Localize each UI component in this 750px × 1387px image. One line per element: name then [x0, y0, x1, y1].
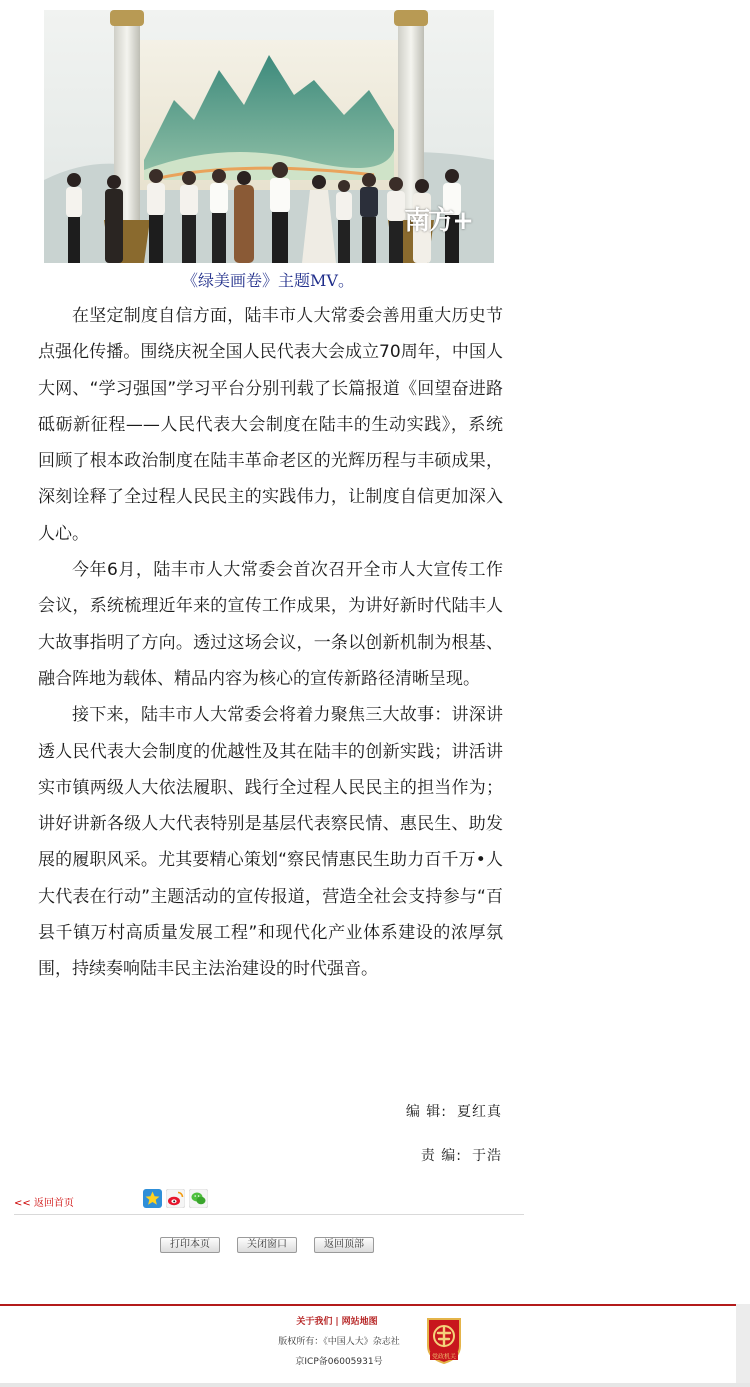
- back-home-link[interactable]: << 返回首页: [14, 1198, 74, 1209]
- article-paragraph: 在坚定制度自信方面，陆丰市人大常委会善用重大历史节点强化传播。围绕庆祝全国人民代表大会成立70周年，中国人大网、“学习强国”学习平台分别刊载了长篇报道《回望奋进路 砥砺新征程——人民代表大会制度在陆丰的生动实践》，系统回顾了根本政治制度在陆丰革命老区的光辉历程与丰硕成果，深刻诠释了全过程人民民主的实践伟力，让制度自信更加深入人心。: [38, 306, 503, 544]
- qzone-share-icon[interactable]: [143, 1189, 162, 1208]
- toolbar-divider: [14, 1214, 524, 1215]
- chief-editor-label: 责 编:: [420, 1148, 462, 1164]
- footer-copyright: 版权所有：《中国人大》杂志社: [278, 1337, 400, 1347]
- wechat-share-icon[interactable]: [189, 1189, 208, 1208]
- footer-side-strip: [736, 1304, 750, 1387]
- footer-link-separator: |: [335, 1317, 339, 1327]
- chief-editor-name: 于浩: [472, 1148, 502, 1164]
- footer-bottom-strip: [0, 1383, 750, 1387]
- footer-divider: [0, 1304, 736, 1306]
- back-to-top-button[interactable]: 返回顶部: [314, 1237, 374, 1253]
- editor-credit: [406, 1101, 502, 1121]
- footer-icp: 京ICP备06005931号: [295, 1357, 383, 1367]
- image-watermark: 南方+: [404, 206, 472, 236]
- image-caption: 《绿美画卷》主题MV。: [182, 271, 354, 290]
- editor-label: 编 辑:: [405, 1104, 447, 1120]
- editor-name: 夏红真: [457, 1104, 502, 1120]
- chief-editor-credit: [421, 1145, 502, 1165]
- sitemap-link[interactable]: 网站地图: [341, 1317, 378, 1327]
- about-us-link[interactable]: 关于我们: [296, 1317, 333, 1327]
- badge-text: 党政机关: [431, 1353, 457, 1361]
- article-body: [38, 298, 503, 988]
- footer-links: [0, 1314, 674, 1327]
- government-badge-icon[interactable]: [425, 1316, 463, 1368]
- close-window-button[interactable]: 关闭窗口: [237, 1237, 297, 1253]
- weibo-share-icon[interactable]: [166, 1189, 185, 1208]
- print-page-button[interactable]: 打印本页: [160, 1237, 220, 1253]
- article-paragraph: 今年6月，陆丰市人大常委会首次召开全市人大宣传工作会议，系统梳理近年来的宣传工作成果，为讲好新时代陆丰人大故事指明了方向。透过这场会议，一条以创新机制为根基、融合阵地为载体、精品内容为核心的宣传新路径清晰呈现。: [38, 560, 503, 689]
- article-image: [44, 10, 494, 263]
- article-paragraph: 接下来，陆丰市人大常委会将着力聚焦三大故事：讲深讲透人民代表大会制度的优越性及其在陆丰的创新实践；讲活讲实市镇两级人大依法履职、践行全过程人民民主的担当作为；讲好讲新各级人大代表特别是基层代表察民情、惠民生、助发展的履职风采。尤其要精心策划“察民情惠民生助力百千万•人大代表在行动”主题活动的宣传报道，营造全社会支持参与“百县千镇万村高质量发展工程”和现代化产业体系建设的浓厚氛围，持续奏响陆丰民主法治建设的时代强音。: [38, 705, 503, 980]
